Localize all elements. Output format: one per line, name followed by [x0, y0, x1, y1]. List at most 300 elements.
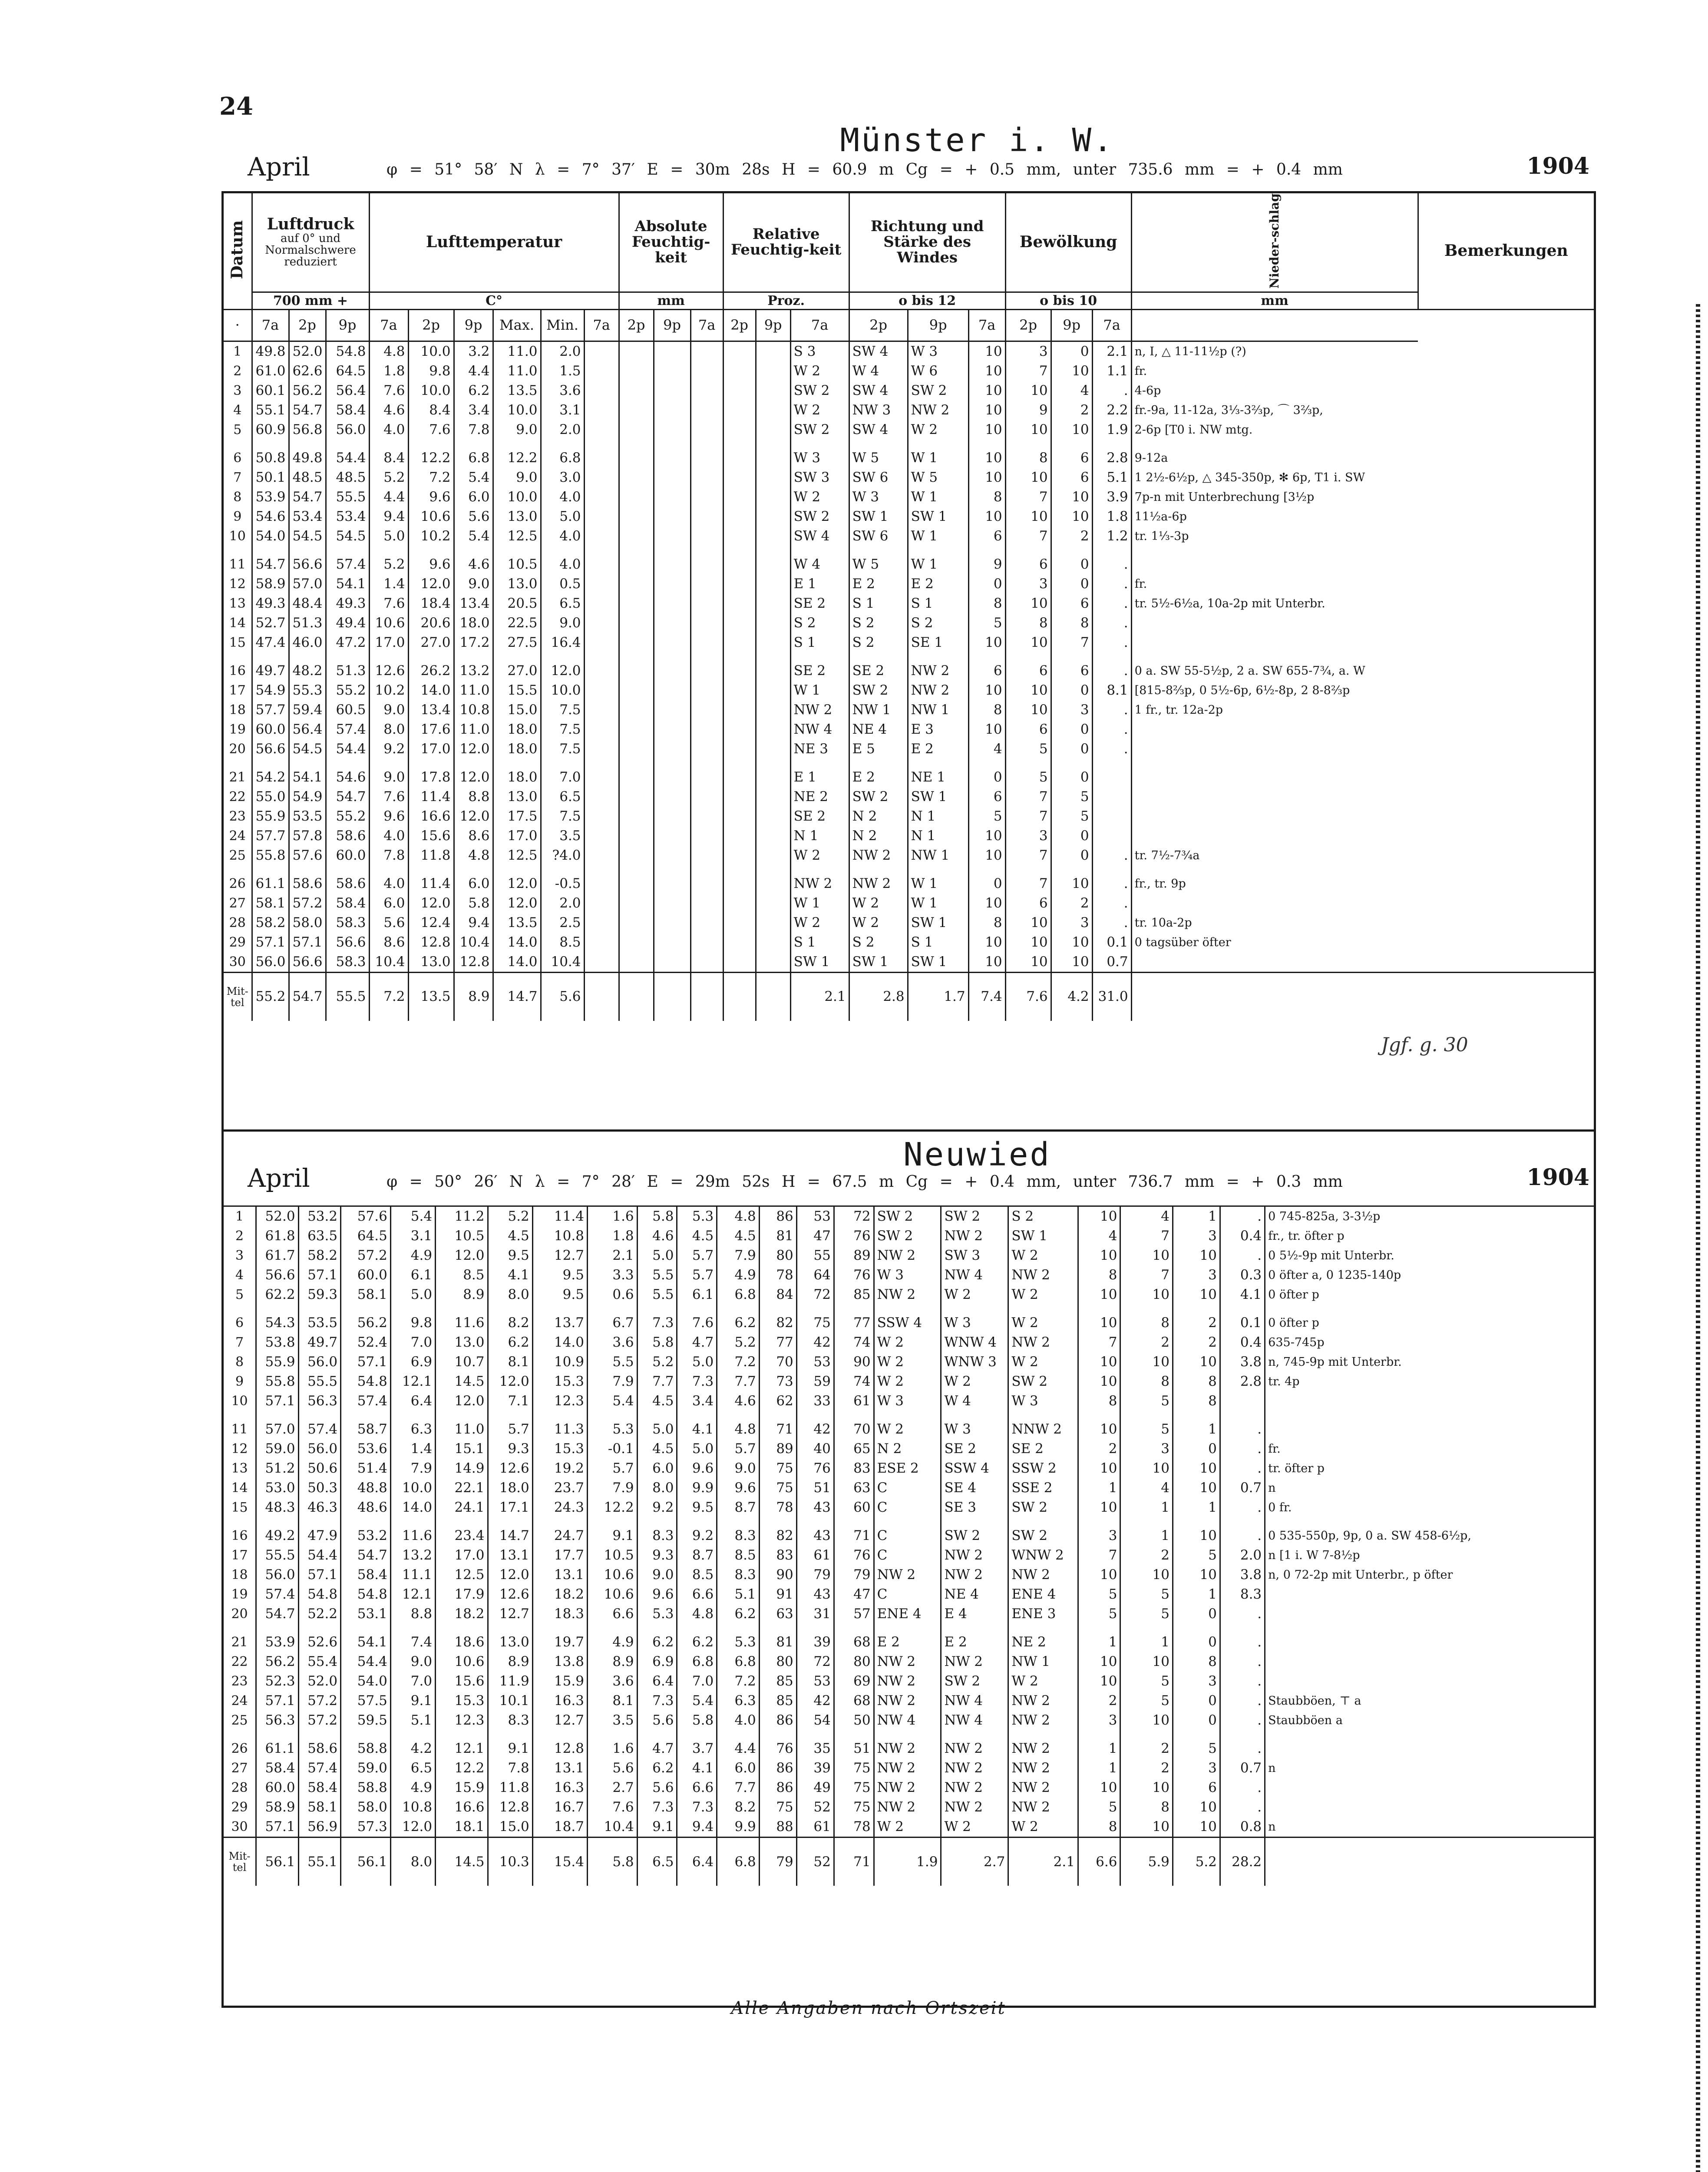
- group-gap: [224, 1624, 1594, 1632]
- remarks-cell: n [1 i. W 7-8½p: [1265, 1546, 1594, 1565]
- temperature-cell: 17.2: [454, 633, 493, 652]
- pressure-cell: 54.9: [252, 681, 289, 700]
- wind-cell: W 2: [1008, 1285, 1078, 1305]
- rel-humidity-cell: [723, 487, 756, 507]
- temperature-cell: 14.5: [436, 1838, 488, 1886]
- precip-cell: 2.8: [1092, 448, 1131, 468]
- temperature-cell: 3.1: [390, 1226, 435, 1246]
- cloud-cell: 1: [1078, 1739, 1120, 1758]
- cloud-cell: 8: [1051, 613, 1092, 633]
- temperature-cell: 5.2: [369, 468, 408, 487]
- pressure-cell: 47.4: [252, 633, 289, 652]
- day-cell: 6: [233, 450, 242, 466]
- rel-humidity-cell: 59: [796, 1372, 834, 1391]
- wind-cell: 2.1: [1008, 1838, 1078, 1886]
- temperature-cell: 10.0: [408, 381, 454, 401]
- pressure-cell: 55.8: [252, 846, 289, 865]
- abs-humidity-cell: 7.6: [677, 1313, 717, 1333]
- wind-cell: NW 2: [908, 661, 968, 681]
- rel-humidity-cell: 75: [834, 1798, 874, 1817]
- pressure-cell: 56.8: [289, 420, 326, 440]
- cloud-cell: 7: [1120, 1226, 1173, 1246]
- remarks-cell: 0 fr.: [1265, 1498, 1594, 1517]
- wind-cell: NW 3: [849, 401, 908, 420]
- wind-cell: W 3: [941, 1313, 1008, 1333]
- pressure-cell: 60.0: [326, 846, 369, 865]
- abs-humidity-cell: [619, 448, 654, 468]
- rel-humidity-cell: 60: [834, 1498, 874, 1517]
- table-row: [224, 1711, 1594, 1730]
- abs-humidity-cell: [619, 894, 654, 913]
- table-row: [224, 933, 1594, 952]
- temperature-cell: 14.9: [436, 1459, 488, 1478]
- temperature-cell: 15.3: [532, 1439, 587, 1459]
- temperature-cell: 12.0: [488, 1372, 532, 1391]
- abs-humidity-cell: [584, 401, 619, 420]
- remarks-cell: [815-8⅔p, 0 5½-6p, 6½-8p, 2 8-8⅔p: [1131, 681, 1418, 700]
- precip-cell: .: [1092, 874, 1131, 894]
- wind-cell: W 2: [790, 361, 849, 381]
- temperature-cell: 6.9: [390, 1352, 435, 1372]
- cloud-cell: 3: [1005, 574, 1051, 594]
- cloud-cell: 0: [1051, 681, 1092, 700]
- wind-cell: W 2: [941, 1285, 1008, 1305]
- pressure-cell: 58.1: [298, 1798, 341, 1817]
- abs-humidity-cell: 9.9: [677, 1478, 717, 1498]
- day-cell: 16: [229, 663, 246, 679]
- temperature-cell: 16.3: [532, 1778, 587, 1798]
- cloud-cell: 5: [1120, 1391, 1173, 1411]
- wind-cell: W 2: [790, 401, 849, 420]
- day-cell: 10: [231, 1394, 248, 1409]
- rel-humidity-cell: [756, 341, 790, 361]
- abs-humidity-cell: 5.0: [637, 1420, 677, 1439]
- cloud-cell: 8: [1005, 613, 1051, 633]
- rel-humidity-cell: [756, 894, 790, 913]
- rel-humidity-cell: [690, 700, 723, 720]
- pressure-cell: 57.4: [326, 555, 369, 574]
- wind-cell: NW 2: [1008, 1691, 1078, 1711]
- abs-humidity-cell: 3.4: [677, 1391, 717, 1411]
- wind-cell: C: [874, 1526, 941, 1546]
- rel-humidity-cell: [723, 720, 756, 739]
- rel-humidity-cell: [756, 972, 790, 1021]
- rel-humidity-cell: 73: [759, 1372, 796, 1391]
- cloud-cell: 10: [1005, 381, 1051, 401]
- wind-cell: W 4: [790, 555, 849, 574]
- cloud-cell: 7: [1078, 1546, 1120, 1565]
- temperature-cell: 7.9: [587, 1372, 637, 1391]
- cloud-cell: 10: [968, 826, 1005, 846]
- rel-humidity-cell: 71: [759, 1420, 796, 1439]
- temperature-cell: 9.0: [541, 613, 584, 633]
- rel-humidity-cell: 33: [796, 1391, 834, 1411]
- abs-humidity-cell: 3.7: [677, 1739, 717, 1758]
- mean-row: [224, 1838, 1594, 1886]
- abs-humidity-cell: 6.6: [677, 1585, 717, 1604]
- remarks-cell: tr. 1⅓-3p: [1131, 526, 1418, 546]
- abs-humidity-cell: [619, 846, 654, 865]
- table-row: [224, 807, 1594, 826]
- pressure-cell: 57.0: [256, 1420, 299, 1439]
- pressure-cell: 57.2: [298, 1691, 341, 1711]
- table-row: [224, 1459, 1594, 1478]
- abs-humidity-cell: [584, 613, 619, 633]
- abs-humidity-cell: [619, 700, 654, 720]
- temperature-cell: 20.5: [493, 594, 541, 613]
- pressure-cell: 53.9: [252, 487, 289, 507]
- table-row: [224, 1546, 1594, 1565]
- table-row: [224, 1206, 1594, 1227]
- rel-humidity-cell: [723, 768, 756, 787]
- remarks-cell: n, I, △ 11-11½p (?): [1131, 341, 1418, 361]
- cloud-cell: 1: [1173, 1206, 1220, 1227]
- abs-humidity-cell: 4.1: [677, 1758, 717, 1778]
- remarks-cell: 0 öfter p: [1265, 1285, 1594, 1305]
- temperature-cell: 12.0: [454, 807, 493, 826]
- temperature-cell: 16.7: [532, 1798, 587, 1817]
- temperature-cell: 23.7: [532, 1478, 587, 1498]
- abs-humidity-cell: 4.0: [717, 1711, 760, 1730]
- pressure-cell: 54.6: [326, 768, 369, 787]
- abs-humidity-cell: [584, 874, 619, 894]
- wind-cell: NW 2: [941, 1226, 1008, 1246]
- cloud-cell: 3: [1173, 1265, 1220, 1285]
- wind-cell: SW 6: [849, 468, 908, 487]
- abs-humidity-cell: [654, 526, 690, 546]
- abs-humidity-cell: [654, 361, 690, 381]
- wind-cell: SW 2: [941, 1526, 1008, 1546]
- wind-cell: SW 2: [790, 420, 849, 440]
- pressure-cell: 56.4: [326, 381, 369, 401]
- cloud-cell: 7: [1005, 487, 1051, 507]
- temperature-cell: 27.0: [408, 633, 454, 652]
- wind-cell: SW 3: [790, 468, 849, 487]
- rel-humidity-cell: 74: [834, 1372, 874, 1391]
- rel-humidity-cell: 82: [759, 1526, 796, 1546]
- cloud-cell: 10: [968, 894, 1005, 913]
- wind-cell: W 5: [849, 448, 908, 468]
- abs-humidity-cell: [654, 933, 690, 952]
- rel-humidity-cell: 52: [796, 1798, 834, 1817]
- pressure-cell: 57.1: [341, 1352, 391, 1372]
- precip-cell: 8.3: [1220, 1585, 1265, 1604]
- pressure-cell: 50.8: [252, 448, 289, 468]
- cloud-cell: 7: [1005, 787, 1051, 807]
- cloud-cell: 0: [1051, 768, 1092, 787]
- table-row: [224, 1585, 1594, 1604]
- table-row: [224, 1604, 1594, 1624]
- abs-humidity-cell: [619, 913, 654, 933]
- temperature-cell: 11.4: [408, 787, 454, 807]
- pressure-cell: 60.1: [252, 381, 289, 401]
- rel-humidity-cell: 68: [834, 1632, 874, 1652]
- abs-humidity-cell: 4.7: [637, 1739, 677, 1758]
- rel-humidity-cell: 47: [796, 1226, 834, 1246]
- pressure-header: Luftdruck auf 0° und Normalschwere reduziert: [252, 193, 369, 292]
- table-row: [224, 633, 1594, 652]
- abs-humidity-cell: 5.4: [677, 1691, 717, 1711]
- table-row: [224, 448, 1594, 468]
- pressure-cell: 54.5: [289, 739, 326, 759]
- temperature-cell: 13.7: [532, 1313, 587, 1333]
- temperature-cell: 11.8: [408, 846, 454, 865]
- temperature-cell: 12.0: [390, 1817, 435, 1838]
- rel-humidity-cell: 69: [834, 1672, 874, 1691]
- cloud-cell: 0: [1051, 846, 1092, 865]
- day-cell: 22: [229, 789, 246, 805]
- cloud-cell: 8: [1078, 1265, 1120, 1285]
- temperature-cell: 11.6: [436, 1313, 488, 1333]
- temperature-cell: 16.6: [408, 807, 454, 826]
- cloud-cell: 8: [1173, 1391, 1220, 1411]
- temperature-cell: 13.1: [532, 1758, 587, 1778]
- wind-cell: NW 1: [1008, 1652, 1078, 1672]
- pressure-cell: 52.7: [252, 613, 289, 633]
- abs-humidity-cell: 7.7: [717, 1372, 760, 1391]
- cloud-cell: 10: [1051, 361, 1092, 381]
- pressure-cell: 55.9: [256, 1352, 299, 1372]
- precip-cell: .: [1092, 613, 1131, 633]
- abs-humidity-cell: 6.4: [637, 1672, 677, 1691]
- cloud-cell: 10: [1173, 1526, 1220, 1546]
- wind-cell: W 5: [908, 468, 968, 487]
- precip-cell: 1.1: [1092, 361, 1131, 381]
- abs-humidity-cell: [654, 555, 690, 574]
- temperature-cell: 11.9: [488, 1672, 532, 1691]
- cloud-cell: 6: [1173, 1778, 1220, 1798]
- cloud-cell: 10: [1120, 1352, 1173, 1372]
- table-row: [224, 874, 1594, 894]
- cloud-cell: 4.2: [1051, 972, 1092, 1021]
- precip-cell: 2.0: [1220, 1546, 1265, 1565]
- cloud-cell: 1: [1078, 1758, 1120, 1778]
- temperature-cell: 5.0: [369, 526, 408, 546]
- rel-humidity-cell: 81: [759, 1632, 796, 1652]
- rel-humidity-cell: 62: [759, 1391, 796, 1411]
- temperature-cell: 6.1: [390, 1265, 435, 1285]
- temperature-cell: 11.0: [454, 681, 493, 700]
- pressure-cell: 59.5: [341, 1711, 391, 1730]
- temperature-cell: 12.6: [369, 661, 408, 681]
- pressure-cell: 56.0: [252, 952, 289, 973]
- precip-cell: [1220, 1391, 1265, 1411]
- temperature-cell: 9.8: [408, 361, 454, 381]
- rel-humidity-cell: 80: [759, 1652, 796, 1672]
- wind-cell: SW 2: [849, 681, 908, 700]
- pressure-cell: 54.8: [341, 1585, 391, 1604]
- wind-cell: NW 4: [941, 1265, 1008, 1285]
- rel-humidity-cell: [690, 768, 723, 787]
- wind-cell: NW 2: [874, 1739, 941, 1758]
- day-cell: 3: [233, 383, 242, 398]
- abs-humidity-cell: [584, 768, 619, 787]
- wind-cell: SE 4: [941, 1478, 1008, 1498]
- temperature-cell: 7.0: [390, 1333, 435, 1352]
- temperature-cell: 12.8: [488, 1798, 532, 1817]
- cloud-cell: 3: [1078, 1711, 1120, 1730]
- temperature-cell: 11.0: [493, 341, 541, 361]
- abs-humidity-cell: 9.9: [717, 1817, 760, 1838]
- temperature-cell: 9.8: [390, 1313, 435, 1333]
- temperature-cell: 10.8: [532, 1226, 587, 1246]
- day-cell: 17: [231, 1548, 248, 1563]
- wind-cell: NW 2: [908, 681, 968, 700]
- temperature-cell: 4.6: [369, 401, 408, 420]
- abs-humidity-cell: [654, 420, 690, 440]
- remarks-cell: [1131, 826, 1418, 846]
- temperature-cell: 4.4: [454, 361, 493, 381]
- wind-cell: S 1: [908, 933, 968, 952]
- wind-cell: SW 4: [849, 381, 908, 401]
- cloud-cell: 8: [1120, 1313, 1173, 1333]
- wind-cell: E 2: [849, 574, 908, 594]
- abs-humidity-cell: [654, 826, 690, 846]
- abs-humidity-cell: [584, 507, 619, 526]
- wind-cell: E 5: [849, 739, 908, 759]
- cloud-cell: 0: [1051, 574, 1092, 594]
- temperature-cell: 10.8: [454, 700, 493, 720]
- abs-humidity-cell: [584, 952, 619, 973]
- pressure-cell: 57.1: [256, 1391, 299, 1411]
- abs-humidity-cell: 5.3: [637, 1604, 677, 1624]
- wind-cell: NE 3: [790, 739, 849, 759]
- station-year: 1904: [1526, 153, 1589, 179]
- pressure-cell: 48.2: [289, 661, 326, 681]
- table-row: [224, 768, 1594, 787]
- abs-humidity-cell: [619, 739, 654, 759]
- temperature-cell: 10.6: [436, 1652, 488, 1672]
- temperature-cell: 2.0: [541, 420, 584, 440]
- precip-cell: 0.8: [1220, 1817, 1265, 1838]
- rel-humidity-cell: [690, 507, 723, 526]
- temperature-cell: 9.1: [390, 1691, 435, 1711]
- abs-humidity-cell: 5.6: [637, 1711, 677, 1730]
- abs-humidity-cell: 8.3: [637, 1526, 677, 1546]
- rel-humidity-cell: 71: [834, 1526, 874, 1546]
- wind-cell: NW 2: [1008, 1778, 1078, 1798]
- temperature-cell: 8.1: [488, 1352, 532, 1372]
- wind-cell: SW 1: [908, 507, 968, 526]
- wind-cell: SE 2: [849, 661, 908, 681]
- cloud-cell: 2: [1051, 526, 1092, 546]
- pressure-cell: 56.1: [256, 1838, 299, 1886]
- wind-cell: SW 2: [941, 1206, 1008, 1227]
- remarks-cell: n: [1265, 1758, 1594, 1778]
- precip-cell: 3.8: [1220, 1352, 1265, 1372]
- day-cell: 9: [235, 1374, 244, 1389]
- wind-cell: E 2: [941, 1632, 1008, 1652]
- temperature-cell: 6.6: [587, 1604, 637, 1624]
- temperature-cell: ?4.0: [541, 846, 584, 865]
- rel-humidity-cell: 43: [796, 1526, 834, 1546]
- rel-humidity-cell: 78: [834, 1817, 874, 1838]
- cloud-cell: 7: [1005, 874, 1051, 894]
- rel-humidity-cell: 61: [796, 1546, 834, 1565]
- cloud-cell: 4: [1078, 1226, 1120, 1246]
- cloud-cell: 10: [968, 933, 1005, 952]
- wind-cell: S 2: [849, 933, 908, 952]
- temperature-cell: 12.8: [408, 933, 454, 952]
- abs-humidity-cell: [654, 468, 690, 487]
- abs-humidity-cell: [584, 341, 619, 361]
- temperature-cell: 13.0: [493, 574, 541, 594]
- abs-humidity-cell: 8.5: [717, 1546, 760, 1565]
- wind-cell: SE 2: [941, 1439, 1008, 1459]
- wind-cell: W 2: [874, 1352, 941, 1372]
- pressure-cell: 60.5: [326, 700, 369, 720]
- remarks-cell: 0 öfter p: [1265, 1313, 1594, 1333]
- cloud-cell: 10: [1120, 1817, 1173, 1838]
- temperature-cell: 10.4: [369, 952, 408, 973]
- temperature-cell: 10.6: [587, 1585, 637, 1604]
- rel-humidity-cell: [690, 341, 723, 361]
- temperature-cell: 5.0: [541, 507, 584, 526]
- temperature-cell: 15.6: [436, 1672, 488, 1691]
- cloud-cell: 5: [1005, 768, 1051, 787]
- table-row: [224, 1352, 1594, 1372]
- rel-humidity-cell: 70: [759, 1352, 796, 1372]
- day-cell: 18: [229, 702, 246, 718]
- station-separator: [224, 1129, 1594, 1132]
- wind-cell: W 2: [1008, 1352, 1078, 1372]
- temperature-cell: 3.4: [454, 401, 493, 420]
- cloud-cell: 10: [968, 468, 1005, 487]
- temperature-cell: 17.0: [408, 739, 454, 759]
- cloud-cell: 10: [1120, 1652, 1173, 1672]
- wind-cell: NW 1: [849, 700, 908, 720]
- abs-humidity-cell: [619, 507, 654, 526]
- cloud-cell: 1: [1120, 1498, 1173, 1517]
- pressure-cell: 58.4: [341, 1565, 391, 1585]
- precip-unit: mm: [1131, 292, 1418, 309]
- pressure-cell: 54.7: [289, 972, 326, 1021]
- pressure-cell: 57.7: [252, 826, 289, 846]
- temperature-cell: 12.7: [532, 1711, 587, 1730]
- table-row: [224, 1526, 1594, 1546]
- cloud-cell: 0: [1051, 341, 1092, 361]
- pressure-cell: 54.6: [252, 507, 289, 526]
- rel-humidity-cell: [756, 787, 790, 807]
- abs-humidity-cell: 9.6: [637, 1585, 677, 1604]
- pressure-cell: 60.0: [256, 1778, 299, 1798]
- pressure-cell: 57.1: [298, 1265, 341, 1285]
- cloud-cell: 9: [968, 555, 1005, 574]
- wind-cell: E 1: [790, 768, 849, 787]
- rel-humidity-cell: 47: [834, 1585, 874, 1604]
- day-cell: 19: [231, 1587, 248, 1602]
- wind-cell: S 1: [908, 594, 968, 613]
- wind-cell: W 2: [1008, 1246, 1078, 1265]
- pressure-cell: 58.1: [252, 894, 289, 913]
- cloud-cell: 8: [968, 487, 1005, 507]
- day-cell: 4: [233, 402, 242, 418]
- wind-cell: 2.8: [849, 972, 908, 1021]
- station-month: April: [248, 1163, 310, 1193]
- wind-cell: NW 2: [1008, 1758, 1078, 1778]
- wind-cell: NW 2: [1008, 1265, 1078, 1285]
- mean-label: Mit-tel: [226, 985, 248, 1009]
- temperature-cell: 4.4: [369, 487, 408, 507]
- cloud-cell: 5: [968, 807, 1005, 826]
- pressure-cell: 54.7: [326, 787, 369, 807]
- pressure-cell: 57.7: [252, 700, 289, 720]
- rel-humidity-cell: 85: [759, 1672, 796, 1691]
- abs-humidity-cell: 4.4: [717, 1739, 760, 1758]
- cloud-cell: 10: [968, 420, 1005, 440]
- abs-humidity-cell: [584, 381, 619, 401]
- remarks-cell: tr. 10a-2p: [1131, 913, 1418, 933]
